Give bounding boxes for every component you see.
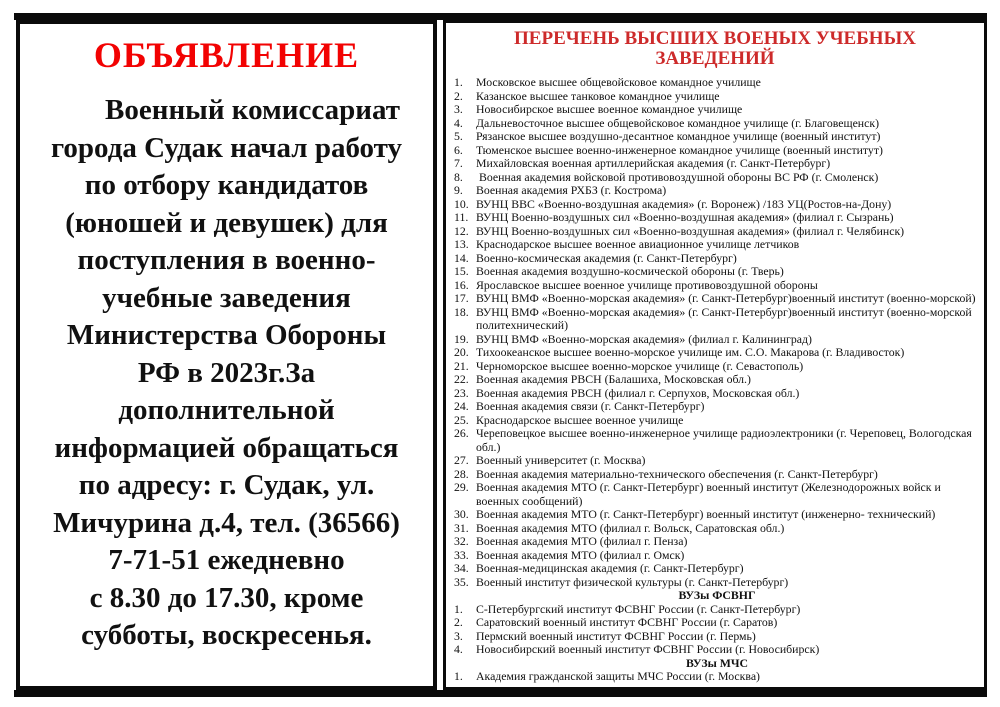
announcement-line: Военный комиссариат (105, 94, 400, 126)
list-item-number: 1. (454, 669, 463, 683)
announcement-line: РФ в 2023г.За (137, 356, 316, 389)
list-item (454, 360, 980, 374)
announcement-line: города Судак начал работу (50, 131, 403, 164)
list-item (454, 481, 980, 508)
list-item-number: 4. (454, 642, 463, 656)
list-item-number: 33. (454, 547, 469, 562)
announcement-line: Министерства Обороны (66, 319, 387, 351)
list-item (454, 508, 980, 522)
institutions-list (454, 76, 980, 684)
list-item-number: 16. (454, 277, 469, 292)
list-item-text: Академия гражданской защиты МЧС России (г. Москва) (476, 669, 760, 683)
list-item-text: Военная академия воздушно-космической обороны (г. Тверь) (476, 264, 784, 278)
announcement-line: учебные заведения (102, 281, 351, 314)
list-item-number: 11. (454, 210, 469, 224)
list-item (454, 373, 980, 387)
list-item-number: 2. (454, 615, 463, 629)
list-item-text: С-Петербургский институт ФСВНГ России (г. Санкт-Петербург) (476, 601, 801, 616)
list-item-number: 1. (454, 75, 463, 89)
section-heading: ВУЗы МЧС (685, 655, 749, 670)
list-item-text: Новосибирский военный институт ФСВНГ России (г. Новосибирск) (476, 642, 820, 656)
list-item-number: 15. (454, 264, 469, 278)
list-item-number: 28. (454, 466, 469, 481)
list-item (454, 630, 980, 644)
list-item (454, 157, 980, 171)
list-item (454, 279, 980, 293)
list-item (454, 535, 980, 549)
list-item-text: ВУНЦ Военно-воздушных сил «Военно-воздушная академия» (филиал г. Сызрань) (476, 210, 894, 224)
list-item (454, 616, 980, 630)
list-item (454, 643, 980, 657)
announcement-line: субботы, воскресенья. (81, 619, 372, 651)
list-item (454, 198, 980, 212)
list-item-text: Саратовский военный институт ФСВНГ России (г. Саратов) (476, 615, 778, 629)
list-item-text: Военная академия МТО (филиал г. Омск) (476, 547, 685, 562)
list-item-number: 27. (454, 453, 469, 467)
list-item (454, 414, 980, 428)
announcement-line: по адресу: г. Судак, ул. (78, 469, 375, 501)
list-item (454, 238, 980, 252)
list-item-number: 29. (454, 480, 469, 494)
list-item-number: 34. (454, 561, 469, 575)
list-item (454, 76, 980, 90)
list-item-text: Военная академия МТО (г. Санкт-Петербург) военный институт (Железнодорожных войск и военных сообщений) (476, 480, 944, 508)
announcement-line: информацией обращаться (54, 431, 399, 464)
list-item-number: 14. (454, 250, 469, 265)
list-item (454, 427, 980, 454)
list-item-number: 32. (454, 534, 469, 548)
list-item-text: Военная академия МТО (филиал г. Пенза) (476, 534, 688, 548)
list-item-number: 8. (454, 169, 463, 184)
list-item-text: ВУНЦ Военно-воздушных сил «Военно-воздушная академия» (филиал г. Челябинск) (476, 223, 905, 238)
list-item-text: Ярославское высшее военное училище противовоздушной обороны (476, 277, 818, 292)
list-item-number: 3. (454, 102, 463, 116)
list-item-text: Череповецкое высшее военно-инженерное училище радиоэлектроники (г. Череповец, Вологодская обл.) (476, 426, 975, 454)
list-item-text: Краснодарское высшее военное училище (476, 412, 684, 427)
list-item (454, 292, 980, 306)
announcement-panel (16, 20, 437, 690)
list-item-number: 21. (454, 358, 469, 373)
list-item (454, 454, 980, 468)
list-item-number: 2. (454, 88, 463, 103)
list-item (454, 549, 980, 563)
list-item (454, 400, 980, 414)
list-item (454, 333, 980, 347)
list-item-text: Черноморское высшее военно-морское училище (г. Севастополь) (476, 358, 804, 373)
announcement-title: ОБЪЯВЛЕНИЕ (93, 35, 360, 75)
list-item-number: 35. (454, 574, 469, 589)
list-item-number: 13. (454, 237, 469, 251)
list-item (454, 144, 980, 158)
list-item-number: 7. (454, 156, 463, 170)
list-item-text: Рязанское высшее воздушно-десантное командное училище (военный институт) (476, 129, 881, 143)
list-item-text: Военная академия материально-технического обеспечения (г. Санкт-Петербург) (476, 466, 878, 481)
list-item-text: Пермский военный институт ФСВНГ России (г. Пермь) (476, 628, 756, 643)
list-item (454, 117, 980, 131)
list-item (454, 225, 980, 239)
list-item (454, 522, 980, 536)
list-item-number: 30. (454, 507, 469, 521)
list-item-text: Дальневосточное высшее общевойсковое командное училище (г. Благовещенск) (476, 115, 880, 130)
bottom-border-bar (14, 690, 987, 697)
list-item-number: 17. (454, 291, 469, 305)
list-item-number: 9. (454, 183, 463, 197)
list-item-number: 4. (454, 115, 463, 130)
list-item-number: 23. (454, 385, 469, 400)
list-item (454, 171, 980, 185)
list-item (454, 346, 980, 360)
list-item-text: Тюменское высшее военно-инженерное командное училище (военный институт) (476, 142, 883, 157)
list-item (454, 90, 980, 104)
list-item-number: 1. (454, 601, 463, 616)
list-item-text: Военная-медицинская академия (г. Санкт-Петербург) (476, 561, 744, 575)
list-item-text: ВУНЦ ВМФ «Военно-морская академия» (филиал г. Калининград) (476, 331, 812, 346)
list-item-number: 20. (454, 345, 469, 359)
list-item-text: Новосибирское высшее военное командное училище (476, 102, 743, 116)
top-border-bar (14, 13, 987, 20)
list-item-number: 3. (454, 628, 463, 643)
list-item-text: Московское высшее общевойсковое командное училище (476, 75, 761, 89)
list-item-text: Военная академия РХБЗ (г. Кострома) (476, 183, 667, 197)
list-item-number: 31. (454, 520, 469, 535)
announcement-line: поступления в военно- (77, 244, 376, 276)
list-item-text: Военная академия РВСН (филиал г. Серпухов, Московская обл.) (476, 385, 800, 400)
list-item-text: Военная академия РВСН (Балашиха, Московская обл.) (476, 372, 751, 386)
list-item-text: Военно-космическая академия (г. Санкт-Петербург) (476, 250, 737, 265)
list-item (454, 265, 980, 279)
list-item-number: 18. (454, 304, 469, 319)
list-item-number: 12. (454, 223, 469, 238)
list-item (454, 603, 980, 617)
announcement-body (20, 92, 433, 655)
list-title: ПЕРЕЧЕНЬ ВЫСШИХ ВОЕНЫХ УЧЕБНЫХ ЗАВЕДЕНИЙ (514, 28, 916, 69)
list-item (454, 130, 980, 144)
list-item-text: Казанское высшее танковое командное училище (476, 88, 720, 103)
announcement-line: 7-71-51 ежедневно (108, 544, 345, 576)
list-item-number: 22. (454, 372, 469, 386)
list-item (454, 306, 980, 333)
list-item-number: 24. (454, 399, 469, 413)
list-item-text: ВУНЦ ВМФ «Военно-морская академия» (г. Санкт-Петербург)военный институт (военно-морской) (476, 291, 976, 305)
announcement-line: (юношей и девушек) для (65, 206, 388, 239)
list-item-text: ВУНЦ ВВС «Военно-воздушная академия» (г. Воронеж) /183 УЦ(Ростов-на-Дону) (476, 196, 892, 211)
list-item (454, 562, 980, 576)
list-item-text: Военная академия войсковой противовоздушной обороны ВС РФ (г. Смоленск) (476, 169, 879, 184)
list-panel (443, 20, 987, 690)
list-item-text: Военная академия МТО (г. Санкт-Петербург) военный институт (инженерно- технический) (476, 507, 936, 521)
list-item-number: 25. (454, 412, 469, 427)
list-item (454, 576, 980, 590)
section-heading: ВУЗы ФСВНГ (678, 588, 756, 602)
list-item (454, 387, 980, 401)
list-item (454, 670, 980, 684)
list-item (454, 468, 980, 482)
list-item-text: Военная академия МТО (филиал г. Вольск, Саратовская обл.) (476, 520, 785, 535)
announcement-line: Мичурина д.4, тел. (36566) (53, 506, 400, 539)
list-item-text: Военный институт физической культуры (г. Санкт-Петербург) (476, 574, 789, 589)
list-item-number: 10. (454, 196, 469, 211)
list-item-text: ВУНЦ ВМФ «Военно-морская академия» (г. Санкт-Петербург)военный институт (военно-морской политехнический) (476, 304, 975, 332)
list-item-number: 26. (454, 426, 469, 440)
list-item-text: Тихоокеанское высшее военно-морское училище им. С.О. Макарова (г. Владивосток) (476, 345, 905, 359)
list-item (454, 252, 980, 266)
list-item-text: Михайловская военная артиллерийская академия (г. Санкт-Петербург) (476, 156, 831, 170)
list-item-number: 6. (454, 142, 463, 157)
list-item-number: 19. (454, 331, 469, 346)
list-item-text: Военная академия связи (г. Санкт-Петербург) (476, 399, 705, 413)
announcement-line: по отбору кандидатов (84, 169, 369, 201)
announcement-line: дополнительной (118, 394, 335, 426)
list-item-text: Краснодарское высшее военное авиационное училище летчиков (476, 237, 800, 251)
list-item-text: Военный университет (г. Москва) (476, 453, 646, 467)
list-item (454, 103, 980, 117)
list-item (454, 211, 980, 225)
announcement-line: с 8.30 до 17.30, кроме (89, 581, 364, 614)
list-item (454, 184, 980, 198)
list-item-number: 5. (454, 129, 463, 143)
